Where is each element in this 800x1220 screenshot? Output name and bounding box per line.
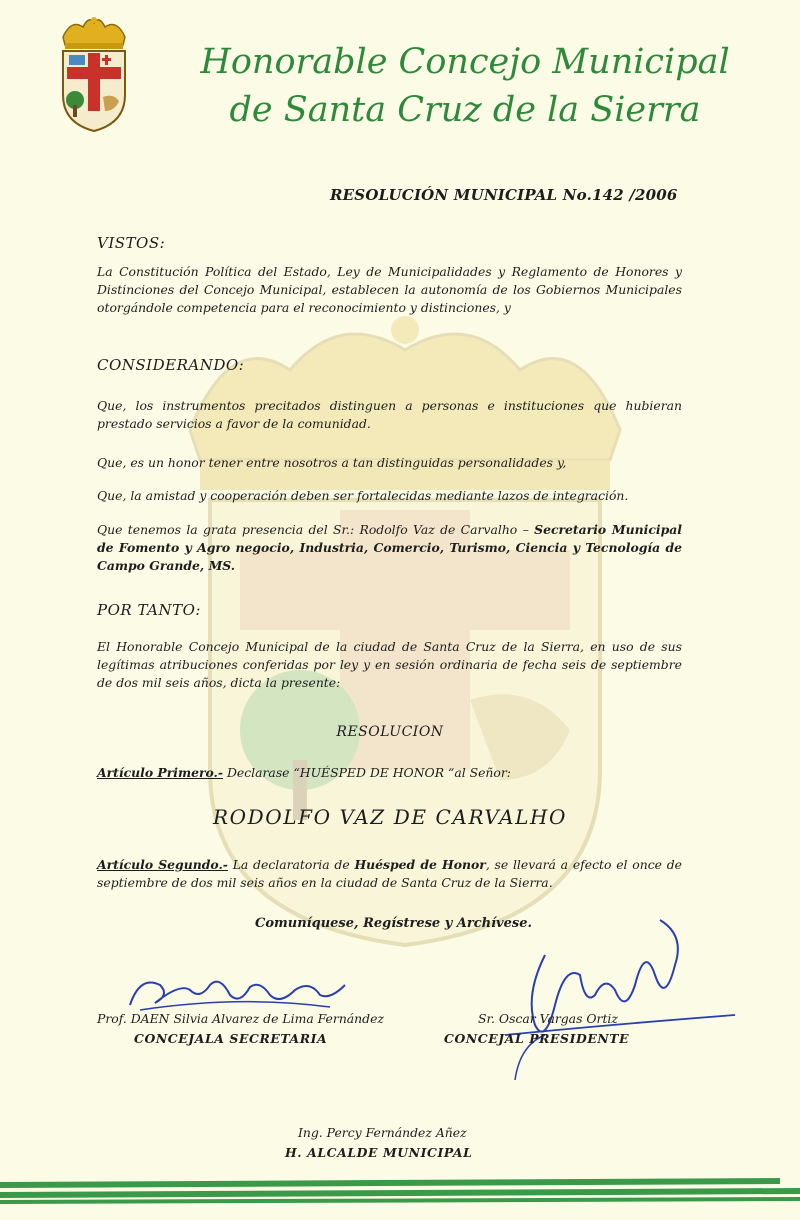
coat-of-arms-icon	[55, 15, 133, 133]
huesped-de-honor-text: Huésped de Honor	[354, 857, 486, 872]
vistos-text: La Constitución Política del Estado, Ley de Municipalidades y Reglamento de Honores y Distinciones del Concejo Municipal, establecen la autonomía de los Gobiernos Municipales otorgándole competencia para el reconocimiento y distinciones, y	[97, 264, 682, 315]
title-line-2: de Santa Cruz de la Sierra	[229, 90, 701, 130]
resolucion-heading: RESOLUCION	[336, 724, 444, 740]
council-title	[150, 38, 780, 134]
considerando-p4-intro: Que tenemos la grata presencia del Sr.: Rodolfo Vaz de Carvalho –	[97, 522, 529, 537]
right-signature-icon	[485, 915, 745, 1085]
honor-title: HUÉSPED DE HONOR	[299, 765, 445, 780]
considerando-paragraph-4	[97, 521, 682, 575]
articulo-primero	[97, 764, 682, 782]
articulo-segundo-text-before: La declaratoria de	[232, 857, 350, 872]
resolution-number: RESOLUCIÓN MUNICIPAL No.142 /2006	[330, 186, 678, 204]
articulo-segundo-label: Artículo Segundo.-	[97, 857, 228, 872]
honoree-name: RODOLFO VAZ DE CARVALHO	[212, 805, 568, 829]
por-tanto-text: El Honorable Concejo Municipal de la ciudad de Santa Cruz de la Sierra, en uso de sus legítimas atribuciones conferidas por ley y en sesión ordinaria de fecha seis de septiembre de dos mil seis años, dicta la presente:	[97, 639, 682, 690]
considerando-p4-title: Secretario Municipal de Fomento y Agro negocio, Industria, Comercio, Turismo, Ciencia y Tecnología de Campo Grande, MS.	[97, 522, 682, 573]
vistos-heading: VISTOS:	[97, 234, 166, 252]
title-line-1: Honorable Concejo Municipal	[200, 42, 730, 82]
articulo-primero-text-after: “al Señor:	[444, 765, 511, 780]
articulo-primero-text-before: Declarase “	[226, 765, 300, 780]
right-signatory-name: Sr. Oscar Vargas Ortiz	[478, 1011, 618, 1026]
left-signatory-name: Prof. DAEN Silvia Alvarez de Lima Fernández	[97, 1011, 384, 1026]
mayor-role: H. ALCALDE MUNICIPAL	[285, 1145, 473, 1160]
articulo-segundo	[97, 856, 682, 892]
por-tanto-heading: POR TANTO:	[97, 601, 201, 619]
right-signatory-role: CONCEJAL PRESIDENTE	[444, 1031, 630, 1046]
closing-statement: Comuníquese, Regístrese y Archívese.	[255, 916, 532, 931]
footer-stripes	[0, 1178, 800, 1208]
considerando-heading: CONSIDERANDO:	[97, 356, 245, 374]
mayor-name: Ing. Percy Fernández Añez	[298, 1125, 467, 1140]
considerando-paragraph-1: Que, los instrumentos precitados distinguen a personas e instituciones que hubieran prestado servicios a favor de la comunidad.	[97, 398, 682, 431]
considerando-paragraph-3: Que, la amistad y cooperación deben ser fortalecidas mediante lazos de integración.	[97, 488, 629, 503]
left-signatory-role: CONCEJALA SECRETARIA	[134, 1031, 328, 1046]
articulo-primero-label: Artículo Primero.-	[97, 765, 223, 780]
considerando-paragraph-2: Que, es un honor tener entre nosotros a tan distinguidas personalidades y,	[97, 455, 567, 470]
articulo-segundo-text-after: , se llevará a efecto el once de septiembre de dos mil seis años en la ciudad de Santa Cruz de la Sierra.	[97, 857, 682, 890]
